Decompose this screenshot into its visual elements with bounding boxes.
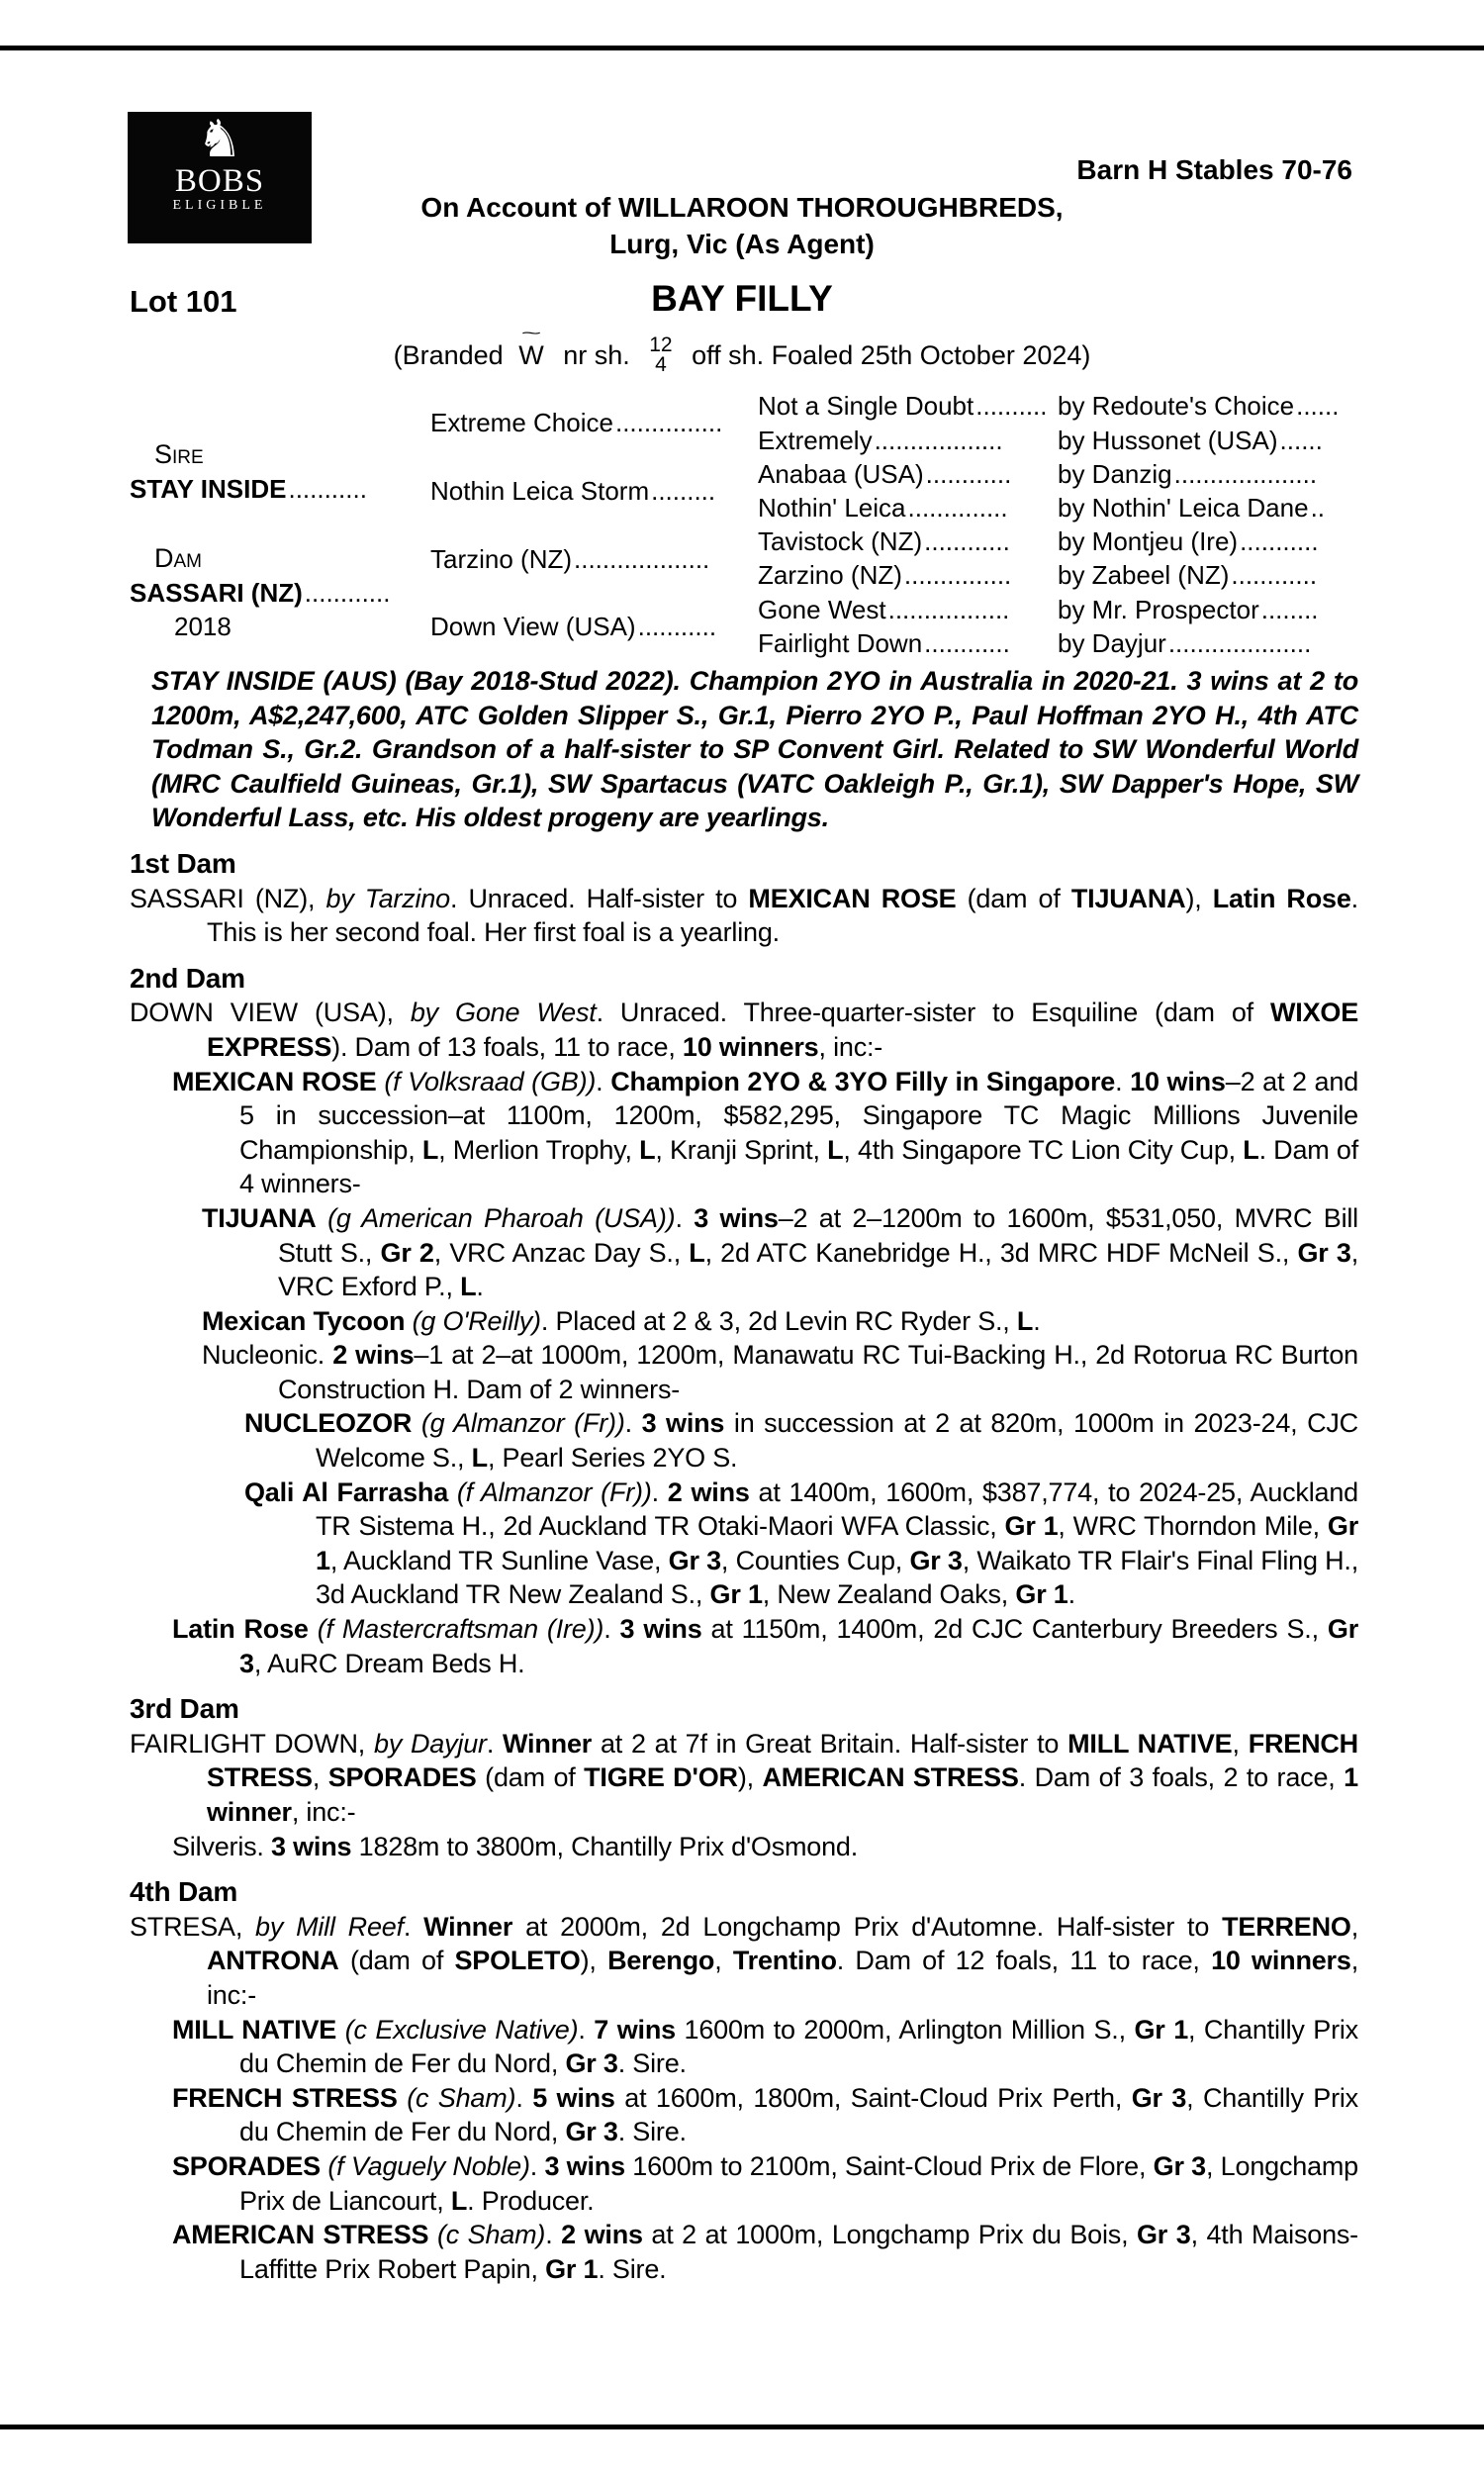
entry-american-stress: AMERICAN STRESS (c Sham). 2 wins at 2 at 1000m, Longchamp Prix du Bois, Gr 3, 4th Maisons-Laffitte Prix Robert Papin, Gr 1. Sire.	[172, 2220, 1358, 2284]
entry-qali-al-farrasha: Qali Al Farrasha (f Almanzor (Fr)). 2 wins at 1400m, 1600m, $387,774, to 2024-25, Auckland TR Sistema H., 2d Auckland TR Otaki-Maori WFA Classic, Gr 1, WRC Thorndon Mile, Gr 1, Auckland TR Sunline Vase, Gr 3, Counties Cup, Gr 3, Waikato TR Flair's Final Fling H., 3d Auckland TR New Zealand S., Gr 1, New Zealand Oaks, Gr 1.	[244, 1476, 1359, 1610]
entry-french-stress: FRENCH STRESS (c Sham). 5 wins at 1600m, 1800m, Saint-Cloud Prix Perth, Gr 3, Chantilly Prix du Chemin de Fer du Nord, Gr 3. Sire.	[172, 2082, 1358, 2147]
entry-fairlight-down: FAIRLIGHT DOWN, by Dayjur. Winner at 2 at 7f in Great Britain. Half-sister to MILL NATIVE, FRENCH STRESS, SPORADES (dam of TIGRE D'OR), AMERICAN STRESS. Dam of 3 foals, 2 to race, 1 winner, inc:-	[130, 1728, 1358, 1827]
pedigree-table	[130, 389, 1358, 664]
ancestor-name: Down View (USA)	[430, 612, 636, 641]
section-heading-1st-dam: 1st Dam	[130, 847, 236, 879]
brand-symbol	[518, 326, 544, 371]
ancestor-name: Gone West	[758, 595, 886, 624]
ancestor-sire	[1058, 426, 1323, 455]
leader-dots: ...............	[614, 408, 723, 437]
section-heading-3rd-dam: 3rd Dam	[130, 1693, 239, 1725]
leader-dots: ..............	[907, 493, 1008, 523]
brand-letter: W	[518, 340, 544, 371]
horse-head-icon: ♞	[196, 111, 243, 168]
ancestor-name: Extreme Choice	[430, 408, 613, 437]
entry-mexican-rose: MEXICAN ROSE (f Volksraad (GB)). Champion 2YO & 3YO Filly in Singapore. 10 wins–2 at 2 and 5 in succession–at 1100m, 1200m, $582,295, Singapore TC Magic Millions Juvenile Championship, L, Merlion Trophy, L, Kranji Sprint, L, 4th Singapore TC Lion City Cup, L. Dam of 4 winners-	[172, 1066, 1359, 1199]
leader-dots: ......	[1279, 426, 1323, 455]
ancestor-gen3	[758, 426, 1003, 455]
ancestor-gen3	[758, 595, 1009, 624]
vendor-line-1: On Account of WILLAROON THOROUGHBREDS,	[420, 192, 1064, 223]
ancestor-sire	[1058, 493, 1325, 523]
ancestor-sire	[1058, 628, 1311, 658]
ancestor-name: Nothin' Leica	[758, 493, 906, 523]
page-title: BAY FILLY	[651, 278, 833, 319]
dam-name: SASSARI (NZ)	[130, 578, 303, 608]
ancestor-sire-name: by Mr. Prospector	[1058, 595, 1259, 624]
bobs-eligible-logo	[128, 112, 312, 243]
leader-dots: ...........	[1240, 526, 1319, 556]
ancestor-gen3	[758, 391, 1048, 421]
branding-line	[0, 326, 1484, 377]
sire-name-cell	[130, 474, 367, 504]
dam-label: Dam	[154, 543, 202, 573]
leader-dots: ..................	[874, 426, 1003, 455]
ancestor-sire	[1058, 526, 1319, 556]
catalogue-body	[130, 664, 1358, 2286]
brand-number-bottom: 4	[655, 353, 667, 376]
entry-nucleonic: Nucleonic. 2 wins–1 at 2–at 1000m, 1200m, Manawatu RC Tui-Backing H., 2d Rotorua RC Burton Construction H. Dam of 2 winners-	[202, 1340, 1358, 1404]
ancestor-gen3	[758, 560, 1011, 590]
leader-dots: ............	[304, 578, 391, 608]
brand-tilde-mark: ~	[520, 326, 542, 343]
ancestor-name: Fairlight Down	[758, 628, 923, 658]
brand-number-top: 12	[649, 333, 673, 356]
logo-title: BOBS	[174, 163, 265, 199]
leader-dots: .........	[651, 476, 716, 506]
logo-subtitle: ELIGIBLE	[172, 198, 267, 213]
ancestor-name: Extremely	[758, 426, 873, 455]
leader-dots: ............	[925, 459, 1012, 489]
entry-sassari: SASSARI (NZ), by Tarzino. Unraced. Half-sister to MEXICAN ROSE (dam of TIJUANA), Latin Rose. This is her second foal. Her first foal is a yearling.	[130, 883, 1358, 948]
ancestor-sire-name: by Hussonet (USA)	[1058, 426, 1278, 455]
leader-dots: ......	[1296, 391, 1340, 421]
sire-summary: STAY INSIDE (AUS) (Bay 2018-Stud 2022). Champion 2YO in Australia in 2020-21. 3 wins at 2 to 1200m, A$2,247,600, ATC Golden Slipper S., Gr.1, Pierro 2YO P., Paul Hoffman 2YO H., 4th ATC Todman S., Gr.2. Grandson of a half-sister to SP Convent Girl. Related to SW Wonderful World (MRC Caulfield Guineas, Gr.1), SW Spartacus (VATC Oakleigh P., Gr.1), SW Dapper's Hope, SW Wonderful Lass, etc. His oldest progeny are yearlings.	[151, 666, 1358, 833]
sire-label: Sire	[154, 439, 204, 469]
section-heading-4th-dam: 4th Dam	[130, 1876, 238, 1908]
leader-dots: ........	[1260, 595, 1319, 624]
ancestor-gen3	[758, 459, 1011, 489]
ancestor-sire-name: by Dayjur	[1058, 628, 1166, 658]
branded-prefix: (Branded	[393, 340, 504, 371]
brand-number-fraction	[649, 335, 672, 375]
ancestor-gen2	[430, 544, 709, 574]
lot-number: Lot 101	[130, 284, 237, 319]
entry-nucleozor: NUCLEOZOR (g Almanzor (Fr)). 3 wins in succession at 2 at 820m, 1000m in 2023-24, CJC Welcome S., L, Pearl Series 2YO S.	[244, 1408, 1358, 1474]
ancestor-name: Zarzino (NZ)	[758, 560, 902, 590]
dam-year: 2018	[174, 612, 232, 641]
ancestor-name: Tarzino (NZ)	[430, 544, 573, 574]
ancestor-gen3	[758, 493, 1008, 523]
barn-location: Barn H Stables 70-76	[1076, 154, 1352, 185]
leader-dots: ..........	[975, 391, 1048, 421]
ancestor-gen3	[758, 526, 1010, 556]
ancestor-gen2	[430, 476, 715, 506]
ancestor-gen2	[430, 612, 716, 641]
entry-down-view: DOWN VIEW (USA), by Gone West. Unraced. Three-quarter-sister to Esquiline (dam of WIXOE EXPRESS). Dam of 13 foals, 11 to race, 10 winners, inc:-	[130, 998, 1359, 1062]
ancestor-name: Nothin Leica Storm	[430, 476, 650, 506]
ancestor-name: Anabaa (USA)	[758, 459, 924, 489]
leader-dots: ....................	[1173, 459, 1318, 489]
entry-silveris: Silveris. 3 wins 1828m to 3800m, Chantilly Prix d'Osmond.	[172, 1831, 859, 1861]
leader-dots: ............	[1231, 560, 1318, 590]
near-shoulder-label: nr sh.	[563, 340, 630, 371]
ancestor-sire-name: by Nothin' Leica Dane	[1058, 493, 1309, 523]
dam-name-cell	[130, 578, 390, 608]
leader-dots: ............	[924, 628, 1010, 658]
branded-suffix: off sh. Foaled 25th October 2024)	[692, 340, 1091, 371]
ancestor-gen2	[430, 408, 722, 437]
ancestor-gen3	[758, 628, 1010, 658]
sire-name: STAY INSIDE	[130, 474, 287, 504]
ancestor-name: Not a Single Doubt	[758, 391, 974, 421]
entry-tijuana: TIJUANA (g American Pharoah (USA)). 3 wins–2 at 2–1200m to 1600m, $531,050, MVRC Bill Stutt S., Gr 2, VRC Anzac Day S., L, 2d ATC Kanebridge H., 3d MRC HDF McNeil S., Gr 3, VRC Exford P., L.	[202, 1202, 1359, 1302]
entry-stresa: STRESA, by Mill Reef. Winner at 2000m, 2d Longchamp Prix d'Automne. Half-sister to TERRENO, ANTRONA (dam of SPOLETO), Berengo, Trentino. Dam of 12 foals, 11 to race, 10 winners, inc:-	[130, 1911, 1359, 2010]
ancestor-sire-name: by Zabeel (NZ)	[1058, 560, 1230, 590]
leader-dots: ....................	[1167, 628, 1312, 658]
ancestor-sire	[1058, 459, 1317, 489]
vendor-line-2: Lurg, Vic (As Agent)	[609, 229, 875, 259]
ancestor-sire-name: by Danzig	[1058, 459, 1172, 489]
leader-dots: ............	[924, 526, 1010, 556]
leader-dots: ...........	[637, 612, 717, 641]
bottom-rule	[0, 2425, 1484, 2429]
entry-sporades: SPORADES (f Vaguely Noble). 3 wins 1600m to 2100m, Saint-Cloud Prix de Flore, Gr 3, Longchamp Prix de Liancourt, L. Producer.	[172, 2150, 1358, 2216]
top-rule	[0, 46, 1484, 50]
leader-dots: ...............	[903, 560, 1012, 590]
ancestor-name: Tavistock (NZ)	[758, 526, 923, 556]
entry-mill-native: MILL NATIVE (c Exclusive Native). 7 wins 1600m to 2000m, Arlington Million S., Gr 1, Chantilly Prix du Chemin de Fer du Nord, Gr 3. Sire.	[172, 2014, 1358, 2079]
ancestor-sire	[1058, 595, 1319, 624]
entry-mexican-tycoon: Mexican Tycoon (g O'Reilly). Placed at 2 & 3, 2d Levin RC Ryder S., L.	[202, 1305, 1041, 1336]
ancestor-sire-name: by Montjeu (Ire)	[1058, 526, 1239, 556]
ancestor-sire	[1058, 391, 1339, 421]
leader-dots: ..	[1310, 493, 1326, 523]
entry-latin-rose: Latin Rose (f Mastercraftsman (Ire)). 3 wins at 1150m, 1400m, 2d CJC Canterbury Breeders S., Gr 3, AuRC Dream Beds H.	[172, 1614, 1358, 1678]
leader-dots: .................	[887, 595, 1010, 624]
section-heading-2nd-dam: 2nd Dam	[130, 962, 245, 994]
ancestor-sire-name: by Redoute's Choice	[1058, 391, 1295, 421]
leader-dots: ...........	[288, 474, 367, 504]
ancestor-sire	[1058, 560, 1317, 590]
leader-dots: ...................	[574, 544, 710, 574]
